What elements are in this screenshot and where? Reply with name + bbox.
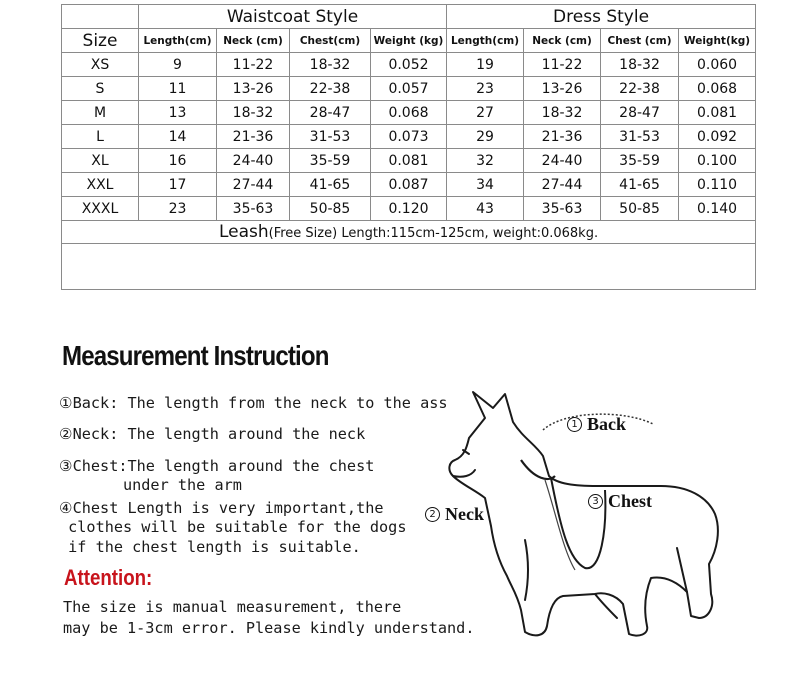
chest-note-line-3: if the chest length is suitable. (59, 538, 361, 556)
waistcoat-weight-cell: 0.052 (371, 53, 447, 77)
leash-cell (62, 221, 756, 244)
dress-length-cell: 29 (447, 125, 524, 149)
waistcoat-chest-cell: 35-59 (290, 149, 371, 173)
chest-note-line-2: clothes will be suitable for the dogs (59, 518, 407, 536)
waistcoat-length-cell: 13 (139, 101, 217, 125)
dress-neck-cell: 27-44 (524, 173, 601, 197)
attention-line-1: The size is manual measurement, there (63, 598, 402, 616)
dress-weight-cell: 0.100 (679, 149, 756, 173)
dress-weight-header: Weight(kg) (679, 29, 756, 53)
dress-chest-cell: 28-47 (601, 101, 679, 125)
size-row (62, 101, 756, 125)
dress-length-cell: 27 (447, 101, 524, 125)
dress-chest-cell: 41-65 (601, 173, 679, 197)
size-cell: M (62, 101, 139, 125)
dress-weight-cell: 0.110 (679, 173, 756, 197)
waistcoat-chest-cell: 18-32 (290, 53, 371, 77)
dress-length-cell: 34 (447, 173, 524, 197)
waistcoat-chest-cell: 31-53 (290, 125, 371, 149)
dress-length-cell: 43 (447, 197, 524, 221)
waistcoat-weight-cell: 0.087 (371, 173, 447, 197)
measurement-instruction-title: Measurement Instruction (62, 340, 329, 371)
dress-chest-cell: 31-53 (601, 125, 679, 149)
neck-instruction: ②Neck: The length around the neck (59, 425, 366, 443)
chest-number-badge: 3 (588, 494, 603, 509)
chest-instruction-line-2: under the arm (59, 476, 242, 494)
waistcoat-neck-cell: 27-44 (217, 173, 290, 197)
waistcoat-length-cell: 23 (139, 197, 217, 221)
dress-weight-cell: 0.060 (679, 53, 756, 77)
waistcoat-length-header: Length(cm) (139, 29, 217, 53)
dress-length-header: Length(cm) (447, 29, 524, 53)
size-row (62, 77, 756, 101)
waistcoat-length-cell: 14 (139, 125, 217, 149)
chest-instruction-line-1: ③Chest:The length around the chest (59, 457, 375, 475)
dress-chest-cell: 35-59 (601, 149, 679, 173)
back-number-badge: 1 (567, 417, 582, 432)
leash-row (62, 221, 756, 244)
dress-weight-cell: 0.140 (679, 197, 756, 221)
waistcoat-weight-cell: 0.081 (371, 149, 447, 173)
dress-neck-cell: 18-32 (524, 101, 601, 125)
dress-neck-cell: 35-63 (524, 197, 601, 221)
waistcoat-weight-cell: 0.068 (371, 101, 447, 125)
column-header-row (62, 29, 756, 53)
size-row (62, 53, 756, 77)
back-instruction: ①Back: The length from the neck to the ass (59, 394, 448, 412)
blank-row (62, 244, 756, 290)
size-rows (62, 53, 756, 221)
leash-label: Leash (218, 222, 269, 242)
dress-length-cell: 19 (447, 53, 524, 77)
attention-line-2: may be 1-3cm error. Please kindly understand. (63, 619, 475, 637)
dress-neck-cell: 13-26 (524, 77, 601, 101)
waistcoat-neck-cell: 18-32 (217, 101, 290, 125)
size-column-header: Size (62, 29, 139, 53)
waistcoat-neck-cell: 24-40 (217, 149, 290, 173)
dress-style-header: Dress Style (447, 5, 756, 29)
waistcoat-weight-header: Weight (kg) (371, 29, 447, 53)
dress-neck-header: Neck (cm) (524, 29, 601, 53)
dress-weight-cell: 0.092 (679, 125, 756, 149)
size-row (62, 125, 756, 149)
dress-neck-cell: 24-40 (524, 149, 601, 173)
waistcoat-neck-cell: 35-63 (217, 197, 290, 221)
waistcoat-length-cell: 9 (139, 53, 217, 77)
neck-label: 2 Neck (425, 504, 484, 525)
dress-chest-cell: 18-32 (601, 53, 679, 77)
size-row (62, 173, 756, 197)
waistcoat-weight-cell: 0.057 (371, 77, 447, 101)
waistcoat-neck-header: Neck (cm) (217, 29, 290, 53)
chest-note-line-1: ④Chest Length is very important,the (59, 499, 384, 517)
size-table (61, 4, 756, 290)
waistcoat-neck-cell: 11-22 (217, 53, 290, 77)
dress-length-cell: 23 (447, 77, 524, 101)
corner-cell (62, 5, 139, 29)
size-cell: L (62, 125, 139, 149)
blank-cell (62, 244, 756, 290)
attention-title: Attention: (64, 565, 153, 590)
size-cell: S (62, 77, 139, 101)
waistcoat-weight-cell: 0.073 (371, 125, 447, 149)
waistcoat-neck-cell: 13-26 (217, 77, 290, 101)
waistcoat-weight-cell: 0.120 (371, 197, 447, 221)
size-row (62, 149, 756, 173)
chest-label: 3 Chest (588, 491, 652, 512)
neck-number-badge: 2 (425, 507, 440, 522)
dress-neck-cell: 11-22 (524, 53, 601, 77)
style-header-row (62, 5, 756, 29)
dress-weight-cell: 0.068 (679, 77, 756, 101)
waistcoat-chest-cell: 41-65 (290, 173, 371, 197)
waistcoat-chest-cell: 50-85 (290, 197, 371, 221)
dress-chest-cell: 50-85 (601, 197, 679, 221)
back-label: 1 Back (567, 414, 626, 435)
waistcoat-style-header: Waistcoat Style (139, 5, 447, 29)
waistcoat-neck-cell: 21-36 (217, 125, 290, 149)
waistcoat-length-cell: 11 (139, 77, 217, 101)
waistcoat-chest-cell: 28-47 (290, 101, 371, 125)
size-cell: XL (62, 149, 139, 173)
size-cell: XXXL (62, 197, 139, 221)
dress-chest-cell: 22-38 (601, 77, 679, 101)
dress-chest-header: Chest (cm) (601, 29, 679, 53)
size-row (62, 197, 756, 221)
waistcoat-length-cell: 17 (139, 173, 217, 197)
dress-length-cell: 32 (447, 149, 524, 173)
waistcoat-chest-header: Chest(cm) (290, 29, 371, 53)
waistcoat-chest-cell: 22-38 (290, 77, 371, 101)
waistcoat-length-cell: 16 (139, 149, 217, 173)
size-cell: XS (62, 53, 139, 77)
dress-weight-cell: 0.081 (679, 101, 756, 125)
size-cell: XXL (62, 173, 139, 197)
dress-neck-cell: 21-36 (524, 125, 601, 149)
leash-spec: (Free Size) Length:115cm-125cm, weight:0.068kg. (268, 226, 599, 241)
